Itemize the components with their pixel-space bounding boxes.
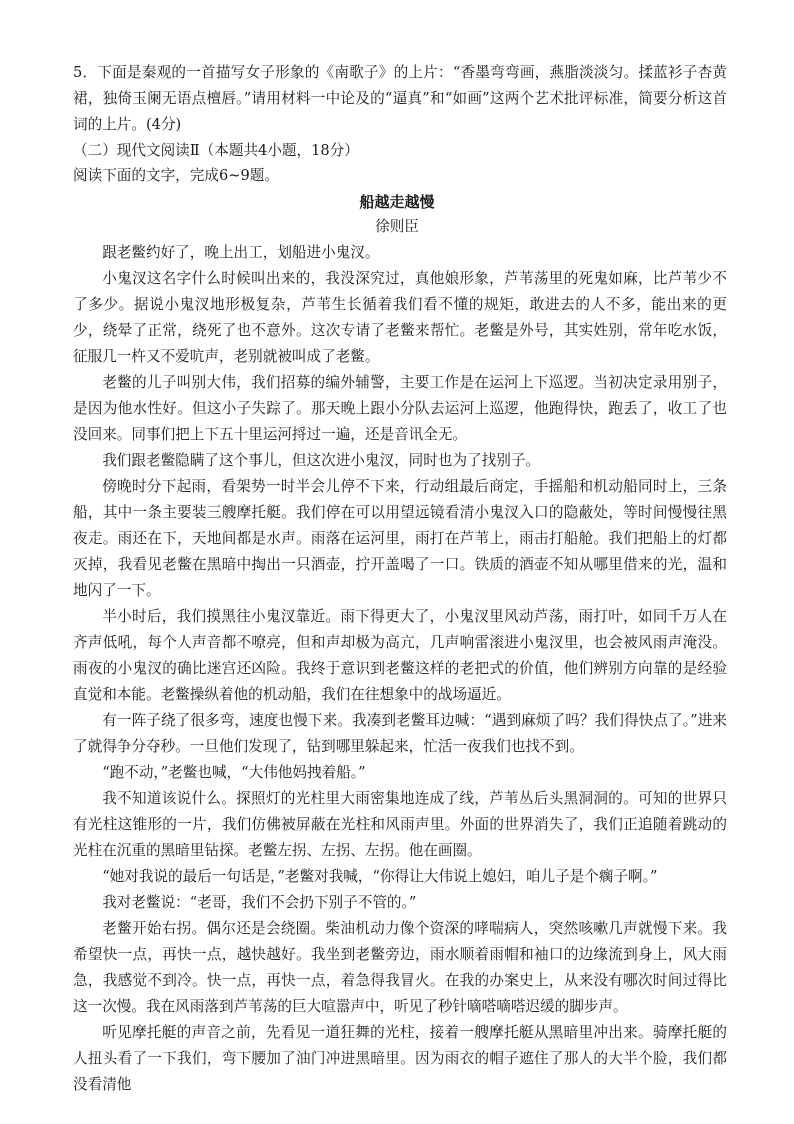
article-paragraph: 小鬼汊这名字什么时候叫出来的，我没深究过，真他娘形象，芦苇荡里的死鬼如麻，比芦苇少不了多少。据说小鬼汊地形极复杂，芦苇生长循着我们看不懂的规矩，敢进去的人不多，能出来的更少，绕晕了正常，绕死了也不意外。这次专请了老鳖来帮忙。老鳖是外号，其实姓别，常年吃水饭，征服几一杵又不爱吭声，老别就被叫成了老鳖。 bbox=[73, 270, 727, 365]
instruction-block bbox=[73, 163, 727, 189]
article-paragraph: 跟老鳖约好了，晚上出工，划船进小鬼汊。 bbox=[102, 244, 380, 261]
question-5-text: 5．下面是秦观的一首描写女子形象的《南歌子》的上片：“香墨弯弯画，燕脂淡淡匀。揉蓝衫子杏黄裙，独倚玉阑无语点檀唇。”请用材料一中论及的“逼真”和“如画”这两个艺术批评标准，简要分析这首词的上片。(4分) bbox=[73, 64, 727, 133]
article-paragraph: 半小时后，我们摸黑往小鬼汊靠近。雨下得更大了，小鬼汊里风动芦荡，雨打叶，如同千万人在齐声低吼，每个人声音都不嘹亮，但和声却极为高亢，几声响雷滚进小鬼汊里，也会被风雨声淹没。雨夜的小鬼汊的确比迷宫还凶险。我终于意识到老鳖这样的老把式的价值，他们辨别方向靠的是经验直觉和本能。老鳖操纵着他的机动船，我们在往想象中的战场逼近。 bbox=[73, 608, 727, 703]
article-paragraph: 傍晚时分下起雨，看架势一时半会儿停不下来，行动组最后商定，手摇船和机动船同时上，三条船，其中一条主要装三艘摩托艇。我们停在可以用望远镜看清小鬼汊入口的隐蔽处，等时间慢慢往黑夜走。雨还在下，天地间都是水声。雨落在运河里，雨打在芦苇上，雨击打船舱。我们把船上的灯都灭掉，我看见老鳖在黑暗中掏出一只酒壶，拧开盖喝了一口。铁质的酒壶不知从哪里借来的光，温和地闪了一下。 bbox=[73, 478, 727, 599]
article-paragraph: 老鳖的儿子叫别大伟，我们招募的编外辅警，主要工作是在运河上下巡逻。当初决定录用别子，是因为他水性好。但这小子失踪了。那天晚上跟小分队去运河上巡逻，他跑得快，跑丢了，收工了也没回来。同事们把上下五十里运河捋过一遍，还是音讯全无。 bbox=[73, 374, 727, 443]
article-title: 船越走越慢 bbox=[359, 193, 435, 211]
article-paragraph: “跑不动，”老鳖也喊，“大伟他妈拽着船。” bbox=[102, 764, 366, 781]
article-paragraph: “她对我说的最后一句话是，”老鳖对我喊，“你得让大伟说上媳妇，咱儿子是个瘸子啊。” bbox=[102, 868, 658, 885]
article-body bbox=[73, 240, 727, 1098]
article-author: 徐则臣 bbox=[375, 218, 419, 235]
article-paragraph: 我们跟老鳖隐瞒了这个事儿，但这次进小鬼汊，同时也为了找别子。 bbox=[102, 452, 541, 469]
reading-instruction: 阅读下面的文字，完成6~9题。 bbox=[73, 167, 279, 184]
section-header: （二）现代文阅读Ⅱ（本题共4小题，18分） bbox=[73, 142, 359, 159]
article-paragraph: 有一阵子绕了很多弯，速度也慢下来。我凑到老鳖耳边喊：“遇到麻烦了吗？我们得快点了。”进来了就得争分夺秒。一旦他们发现了，钻到哪里躲起来，忙活一夜我们也找不到。 bbox=[73, 712, 727, 755]
section-header-block bbox=[73, 138, 727, 164]
article-paragraph: 我不知道该说什么。探照灯的光柱里大雨密集地连成了线，芦苇丛后头黑洞洞的。可知的世界只有光柱这锥形的一片，我们仿佛被屏蔽在光柱和风雨声里。外面的世界消失了，我们正追随着跳动的光柱在沉重的黑暗里钻探。老鳖左拐、左拐、左拐。他在画圈。 bbox=[73, 790, 727, 859]
article-paragraph: 听见摩托艇的声音之前，先看见一道狂舞的光柱，接着一艘摩托艇从黑暗里冲出来。骑摩托艇的人扭头看了一下我们，弯下腰加了油门冲进黑暗里。因为雨衣的帽子遮住了那人的大半个脸，我们都没看清他 bbox=[73, 1024, 727, 1093]
article-paragraph: 老鳖开始右拐。偶尔还是会绕圈。柴油机动力像个资深的哮喘病人，突然咳嗽几声就慢下来。我希望快一点，再快一点，越快越好。我坐到老鳖旁边，雨水顺着雨帽和袖口的边缘流到身上，风大雨急，我感觉不到冷。快一点，再快一点，着急得我冒火。在我的办案史上，从来没有哪次时间过得比这一次慢。我在风雨落到芦苇荡的巨大喧嚣声中，听见了秒针嘀嗒嘀嗒迟缓的脚步声。 bbox=[73, 920, 727, 1015]
question-5 bbox=[73, 60, 727, 138]
article-paragraph: 我对老鳖说：“老哥，我们不会扔下别子不管的。” bbox=[102, 894, 417, 911]
